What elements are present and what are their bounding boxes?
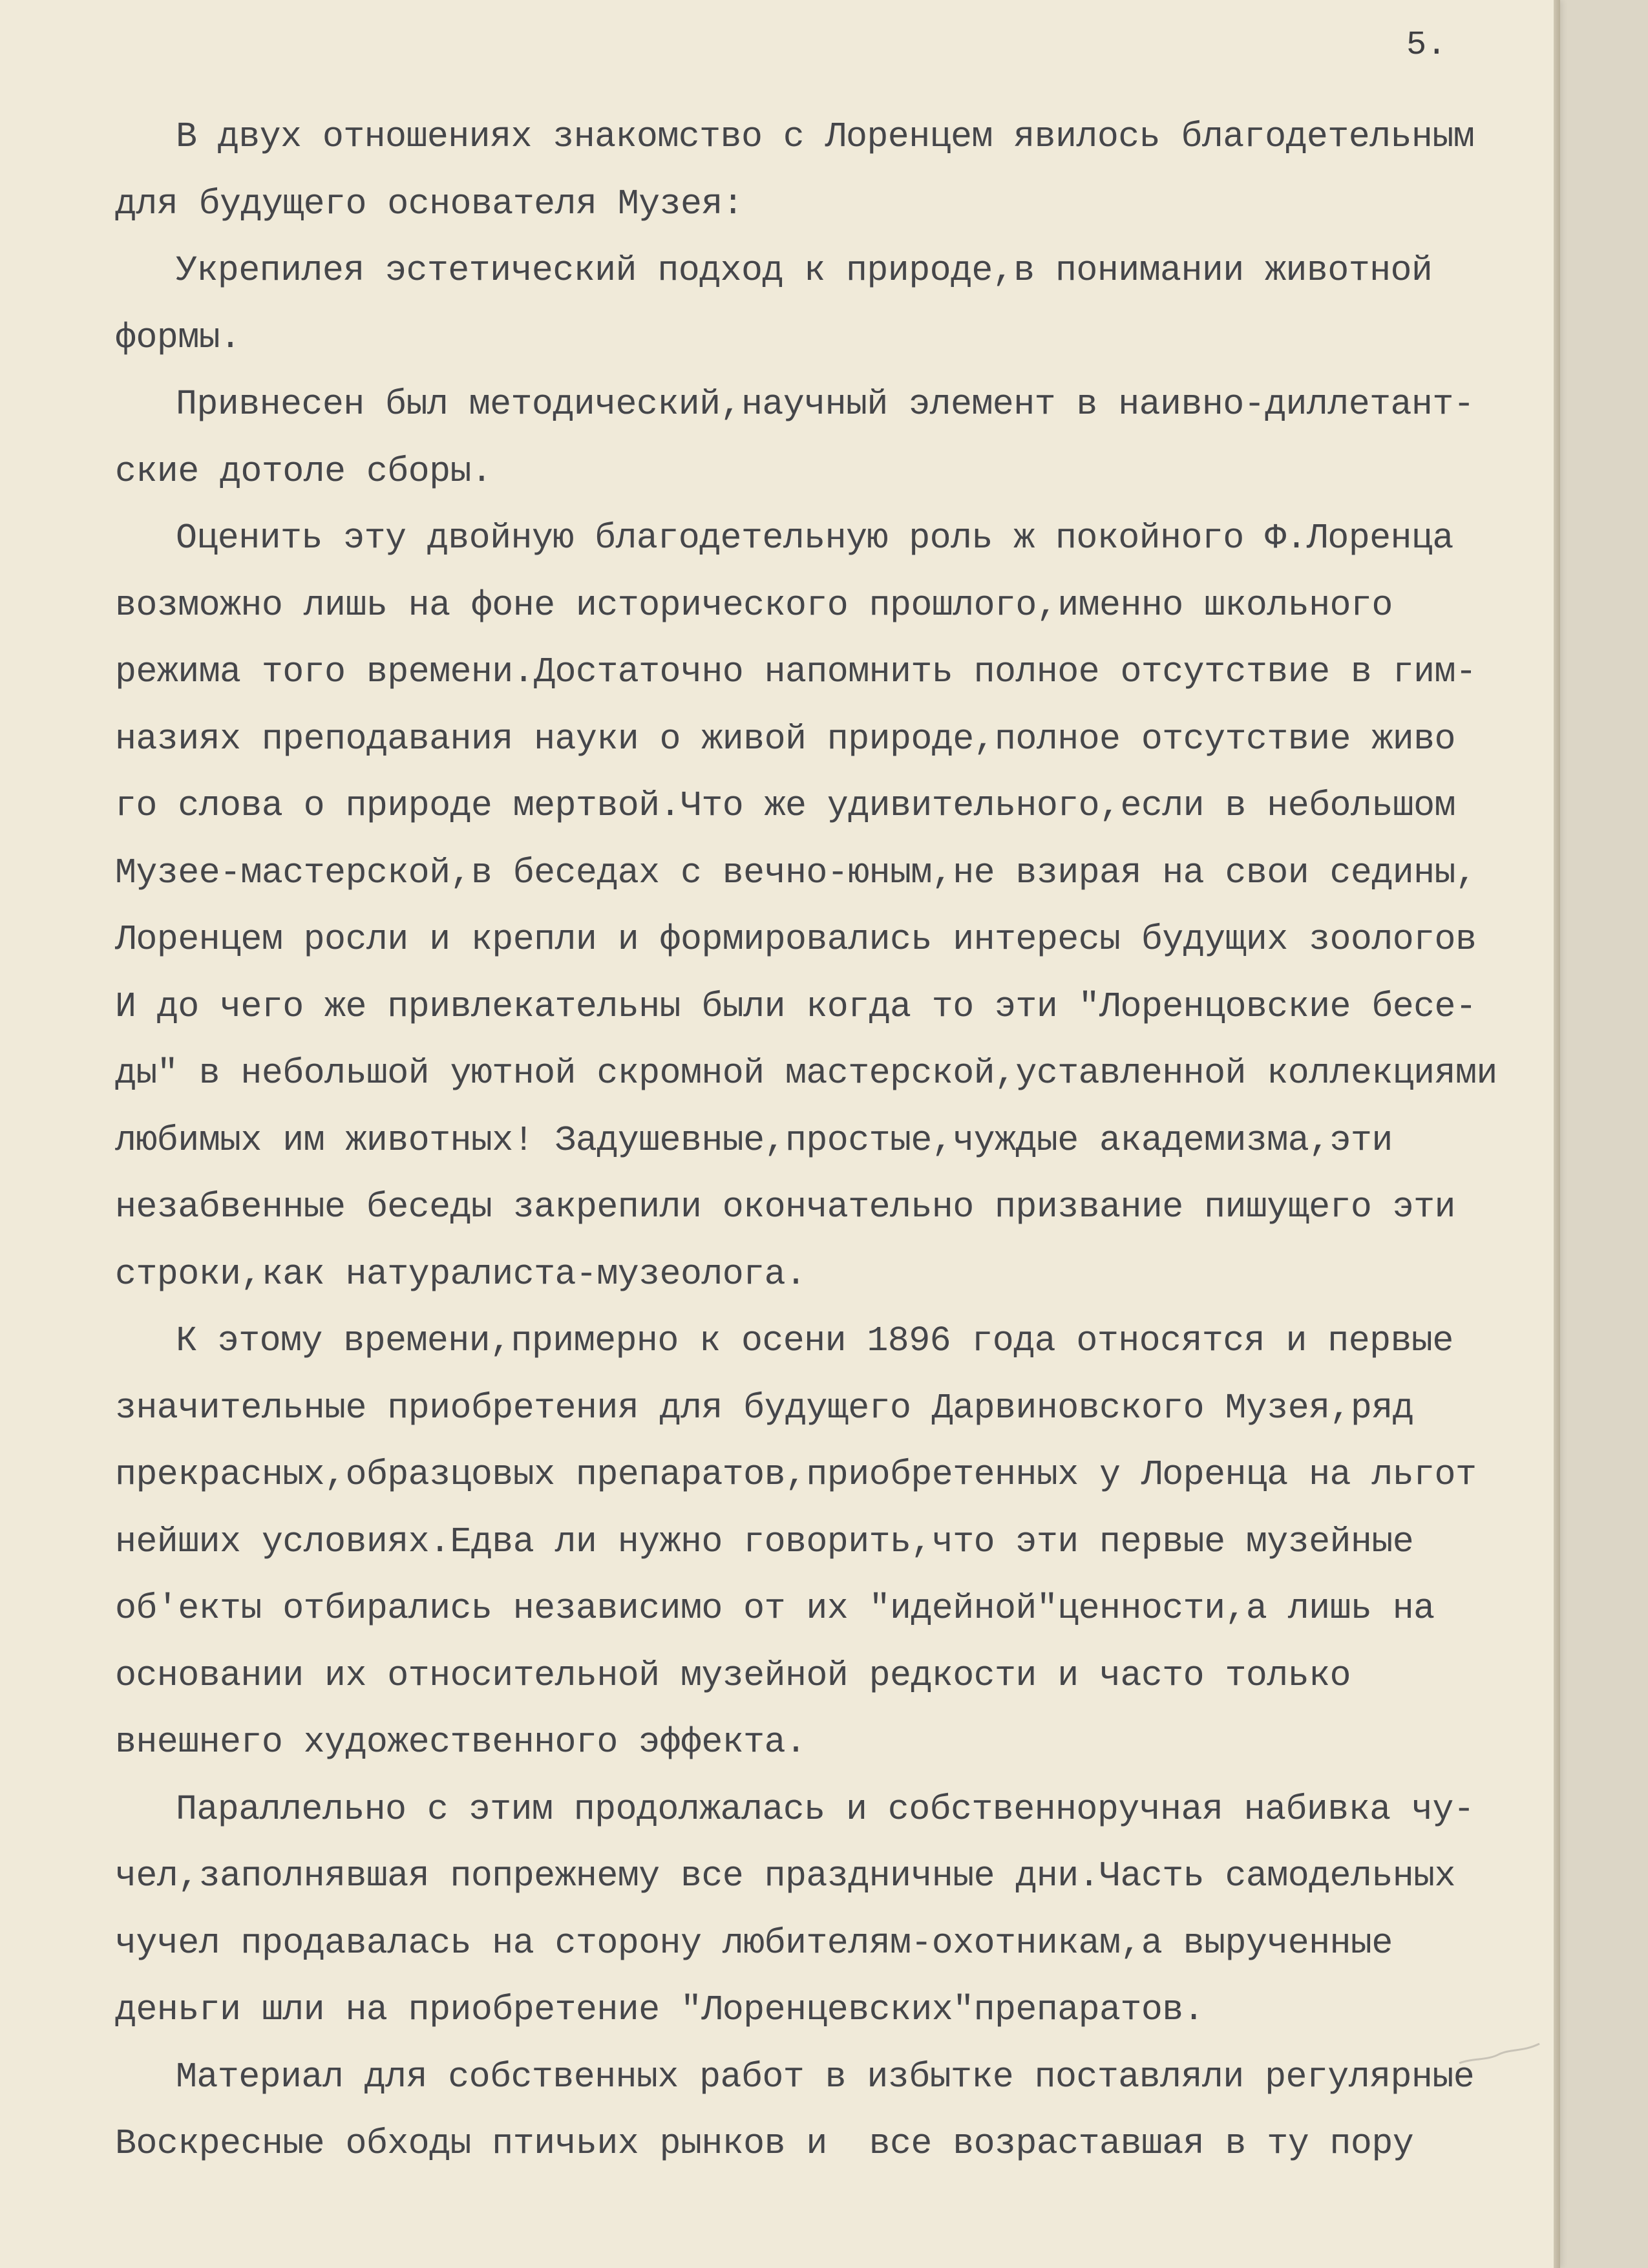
text-line: строки,как натуралиста-музеолога. xyxy=(115,1253,807,1295)
page-edge-shadow xyxy=(1554,0,1560,2268)
text-line: К этому времени,примерно к осени 1896 года относятся и первые xyxy=(176,1320,1453,1361)
text-line: режима того времени.Достаточно напомнить полное отсутствие в гим- xyxy=(115,652,1477,692)
text-line: Параллельно с этим продолжалась и собственноручная набивка чу- xyxy=(176,1788,1475,1830)
text-line: Материал для собственных работ в избытке поставляли регулярные xyxy=(176,2056,1475,2097)
text-line: ды" в небольшой уютной скромной мастерской,уставленной коллекциями xyxy=(115,1053,1497,1094)
text-line: возможно лишь на фоне исторического прошлого,именно школьного xyxy=(115,584,1393,626)
pencil-scribble xyxy=(1454,2030,1545,2075)
text-line: внешнего художественного эффекта. xyxy=(115,1722,807,1763)
text-line: незабвенные беседы закрепили окончательно призвание пишущего эти xyxy=(115,1187,1455,1227)
text-line: Лоренцем росли и крепли и формировались интересы будущих зоологов xyxy=(115,919,1477,960)
text-line: ские дотоле сборы. xyxy=(115,450,492,492)
text-line: Музее-мастерской,в беседах с вечно-юным,не взирая на свои седины, xyxy=(115,852,1477,893)
text-line: основании их относительной музейной редкости и часто только xyxy=(115,1655,1351,1696)
text-line: Привнесен был методический,научный элемент в наивно-диллетант- xyxy=(176,384,1475,425)
text-line: чел,заполнявшая попрежнему все праздничные дни.Часть самодельных xyxy=(115,1856,1455,1896)
text-line: деньги шли на приобретение "Лоренцевских"препаратов. xyxy=(115,1989,1205,2030)
text-line: прекрасных,образцовых препаратов,приобретенных у Лоренца на льгот xyxy=(115,1454,1477,1495)
page-number: 5. xyxy=(1406,26,1447,64)
typewritten-text-body xyxy=(115,103,1556,2178)
text-line: для будущего основателя Музея: xyxy=(115,183,744,224)
text-line: Оценить эту двойную благодетельную роль ж покойного Ф.Лоренца xyxy=(176,518,1453,558)
text-line: формы. xyxy=(115,317,241,358)
text-line: любимых им животных! Задушевные,простые,чуждые академизма,эти xyxy=(115,1119,1393,1161)
text-line: об'екты отбирались независимо от их "идейной"ценности,а лишь на xyxy=(115,1588,1435,1629)
text-line: Укрепилея эстетический подход к природе,в понимании животной xyxy=(176,250,1433,291)
text-line: Воскресные обходы птичьих рынков и все возраставшая в ту пору xyxy=(115,2123,1414,2164)
text-line: го слова о природе мертвой.Что же удивительного,если в небольшом xyxy=(115,785,1455,826)
text-line: чучел продавалась на сторону любителям-охотникам,а вырученные xyxy=(115,1922,1393,1964)
text-line: значительные приобретения для будущего Дарвиновского Музея,ряд xyxy=(115,1387,1414,1428)
text-line: В двух отношениях знакомство с Лоренцем явилось благодетельным xyxy=(176,116,1475,157)
text-line: нейших условиях.Едва ли нужно говорить,что эти первые музейные xyxy=(115,1521,1414,1562)
text-line: назиях преподавания науки о живой природе,полное отсутствие живо xyxy=(115,718,1455,759)
text-line: И до чего же привлекательны были когда то эти "Лоренцовские бесе- xyxy=(115,986,1477,1027)
